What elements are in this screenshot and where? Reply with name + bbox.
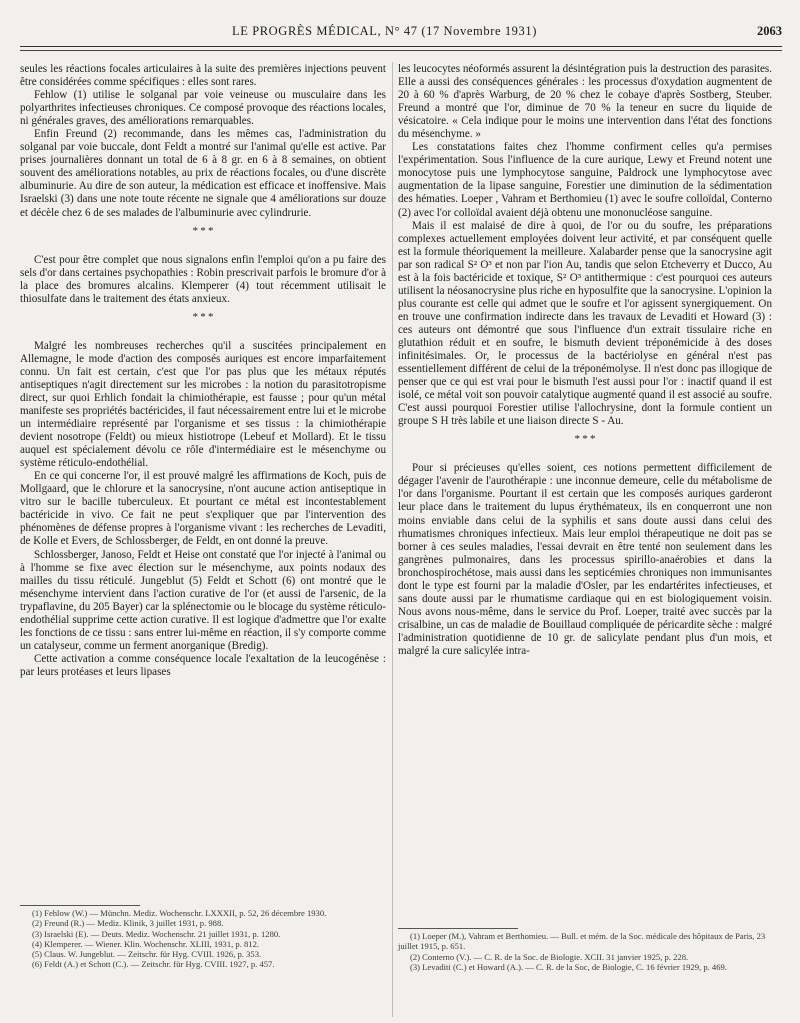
footnote: (2) Freund (R.) — Mediz. Klinik, 3 juillet 1931, p. 988. [32,918,224,929]
paragraph: Mais il est malaisé de dire à quoi, de l'or ou du soufre, les préparations complexes actuellement employées doivent leur activité, et par conséquent quelle est la formule théoriquement la meilleure. Xalabarder pense que la sanocrysine agit par son radical S² O³ et non par l'ion Au, tandis que selon Etcheverry et Ducco, Au est à la fois bactéricide et toxique, S² O³ antithermique : c'est pourquoi ces auteurs utilisent la néosanocrysine plus riche en hyposulfite que la sanocrysine. L'opinion la plus courante est celle qui admet que le soufre et l'or agissent synergiquement. On en trouve une confirmation indirecte dans les travaux de Levaditi et Howard (3) : ces auteurs ont démontré que sous l'influence d'un extrait tissulaire riche en glutathion réduit et en soufre, le bismuth devient tréponémicide à des doses infinitésimales. Or, le processus de la bactériolyse en général n'est pas essentiellement différent de celui de la tréponémolyse. Il n'est donc pas illogique de penser que ce qui est vrai pour le bismuth l'est aussi pour l'or : inactif quand il est isolé, ce métal voit son pouvoir catalytique augmenté quand il est associé au soufre. C'est aussi pourquoi Forestier utilise l'allochrysine, dont la formule contient un groupe S H très labile et une liaison directe S - Au. [398,219,772,428]
footnote: (6) Feldt (A.) et Schott (C.). — Zeitschr. für Hyg. CVIII. 1927, p. 457. [32,959,275,970]
footnotes-right [398,931,772,972]
footnote-rule [398,928,518,929]
footnote: (3) Israelski (E). — Deuts. Mediz. Wochenschr. 21 juillet 1931, p. 1280. [32,928,281,939]
footnote: (1) Fehlow (W.) — Münchn. Mediz. Wochenschr. LXXXII, p. 52, 26 décembre 1930. [32,908,327,918]
page-number: 2063 [757,24,782,38]
paragraph: Schlossberger, Janoso, Feldt et Heise ont constaté que l'or injecté à l'animal ou à l'homme se fixe avec élection sur le mésenchyme, aux points nodaux des mailles du tissu réticulé. Jungeblut (5) Feldt et Schott (6) ont montré que le mésenchyme intervient dans l'action curative de l'or (et aussi de l'arsenic, de la trypaflavine, du 205 Bayer) car la splénectomie ou le blocage du système réticulo-endothélial supprime cette action curative. Il est logique d'admettre que l'or exalte les fonctions de ce tissu : sans entrer lui-même en réaction, il s'y comporte comme un catalyseur, comme un ferment anorganique (Bredig). [20,548,386,652]
header-rule [20,46,782,47]
paragraph: En ce qui concerne l'or, il est prouvé malgré les affirmations de Koch, puis de Mollgaard, que le chlorure et la sanocrysine, n'ont aucune action antiseptique in vitro sur le bacille tuberculeux. Et pourtant ce métal est incontestablement bactéricide in vivo. Ce fait ne peut s'expliquer que par l'intervention des phénomènes de défense propres à l'organisme vivant : les recherches de Levaditi, de Kolle et Evers, de Schlossberger, de Feldt, en ont donné la preuve. [20,470,386,548]
paragraph: Malgré les nombreuses recherches qu'il a suscitées principalement en Allemagne, le mode d'action des composés auriques est encore imparfaitement connu. Un fait est certain, c'est que l'or pas plus que les métaux réputés antiseptiques n'agit directement sur les microbes : la notion du parasitotropisme direct, sur quoi Erhlich fondait la chimiothérapie, est fausse ; pour qu'un métal manifeste ses propriétés bactéricides, il faut nécessairement entre lui et le microbe un intermédiaire représenté par l'organisme et ses tissus : la chimiothérapie devient nosotrope (Feldt) ou mieux histiotrope (Lebeuf et Mollard). Et le tissu auquel est spécialement dévolu ce rôle d'intermédiaire est le mésenchyme ou système réticulo-endothélial. [20,339,386,470]
section-asterism [20,312,386,322]
section-asterism [398,434,772,444]
paragraph: Pour si précieuses qu'elles soient, ces notions permettent difficilement de dégager l'avenir de l'aurothérapie : une inconnue demeure, celle du métabolisme de l'or dans l'organisme. Pourtant il est certain que les composés auriques garderont leur place dans le traitement du lupus érythémateux, ils en conquerront une non moins enviable dans celui de la syphilis et sans doute aussi dans celui des rhumatismes chroniques infectieux. Mais leur emploi thérapeutique ne doit pas se borner à ces seules maladies, l'essai devrait en être tenté non seulement dans les gangrènes pulmonaires, dans les processus spirillo-anaérobies et dans la bronchospirochétose, mais aussi dans les septicémies chroniques non immunisantes dont le type est fourni par la maladie d'Osler, par les endartérites infectieuses, et sans doute aussi par le rhumatisme cardiaque qui en est biologiquement voisin. Nous avons nous-même, dans le service du Prof. Loeper, traité avec succès par la crisalbine, un cas de maladie de Bouillaud compliquée de péricardite sèche : malgré l'administration quotidienne de 10 gr. de salicylate pendant plus d'un mois, et malgré la cure salicylée intra- [398,462,772,657]
journal-title: LE PROGRÈS MÉDICAL, N° 47 (17 Novembre 1931) [232,24,537,38]
running-header [22,24,782,44]
section-asterism [20,226,386,236]
paragraph: Les constatations faites chez l'homme confirment celles qu'a permises l'expérimentation. Sous l'influence de la cure aurique, Lewy et Freund notent une monocytose puis une lymphocytose sanguine, Paldrock une lymphocytose avec augmentation de la lipase sanguine, Forestier une diminution de la sédimentation des hématies. Loeper , Vahram et Berthomieu (1) avec le soufre colloïdal, Conterno (2) avec l'or colloïdal avaient déjà obtenu une mononucléose sanguine. [398,141,772,219]
footnote: (1) Loeper (M.), Vahram et Berthomieu. — Bull. et mém. de la Soc. médicale des hôpitaux de Paris, 23 juillet 1915, p. 651. [398,931,766,952]
left-column [20,63,386,679]
footnotes-left [20,908,386,970]
footnote: (3) Levaditi (C.) et Howard (A.). — C. R. de la Soc, de Biologie, C. 16 février 1929, p. 469. [410,961,727,972]
header-rule-thin [20,50,782,51]
paragraph: C'est pour être complet que nous signalons enfin l'emploi qu'on a pu faire des sels d'or dans certaines psychopathies : Robin prescrivait parfois le bromure d'or à la place des bromures alcalins. Klemperer (4) tout récemment utilisait le thiosulfate dans le traitement des états anxieux. [20,253,386,305]
footnote: (2) Conterno (V.). — C. R. de la Soc. de Biologie. XCII. 31 janvier 1925, p. 228. [410,951,689,962]
asterism-glyph: * * * [574,433,596,446]
footnote: (4) Klemperer. — Wiener. Klin. Wochenschr. XLIII, 1931, p. 812. [32,938,260,949]
asterism-glyph: * * * [192,224,214,237]
paragraph: Cette activation a comme conséquence locale l'exaltation de la leucogénèse : par leurs protéases et leurs lipases [20,652,386,678]
footnote-rule [20,905,140,906]
right-column [398,63,772,658]
paragraph: les leucocytes néoformés assurent la désintégration puis la destruction des parasites. Elle a aussi des conséquences générales : les processus d'oxydation augmentent de 20 à 60 % d'après Warburg, de 20 % chez le cobaye d'après Sostberg, Steuber. Freund a montré que l'or, diminue de 70 % la teneur en sucre du liquide de vésicatoire. « Cela indique pour le moins une intervention dans l'état des fonctions du mésenchyme. » [398,63,772,141]
footnote: (5) Claus. W. Jungeblut. — Zeitschr. für Hyg. CVIII. 1926, p. 353. [32,949,262,960]
asterism-glyph: * * * [192,310,214,323]
paragraph: Fehlow (1) utilise le solganal par voie veineuse ou musculaire dans les polyarthrites infectieuses chroniques. Ce composé provoque des réactions locales, ni générales graves, des améliorations remarquables. [20,89,386,128]
column-divider [392,62,393,1017]
paragraph: seules les réactions focales articulaires à la suite des premières injections peuvent être considérées comme spécifiques : elles sont rares. [20,63,386,89]
paragraph: Enfin Freund (2) recommande, dans les mêmes cas, l'administration du solganal par voie buccale, dont Feldt a montré sur l'animal qu'elle est active. Par prises journalières donnant un total de 6 à 8 gr. en 6 à 8 semaines, on obtient souvent des améliorations notables, au prix de réactions focales, ou d'une discrète albuminurie. Au dire de son auteur, la médication est efficace et inoffensive. Mais Israelski (3) dans une note toute récente ne signale que 4 améliorations sur douze et décèle chez 6 de ses malades de l'albuminurie avec cylindrurie. [20,128,386,219]
